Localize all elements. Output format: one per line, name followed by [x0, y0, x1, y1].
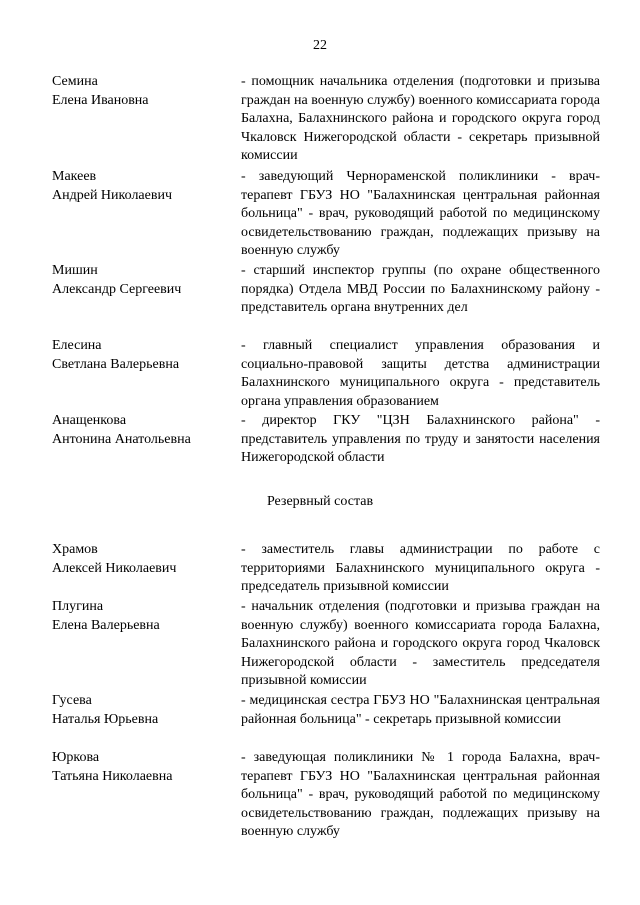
member-surname: Анащенкова	[52, 413, 127, 428]
member-surname: Макеев	[52, 169, 97, 184]
member-name	[52, 692, 237, 729]
member-role: - заведующий Чернораменской поликлиники - врач-терапевт ГБУЗ НО "Балахнинская центральная районная больница" - врач, руководящий работой по медицинскому освидетельствованию граждан, подлежащих призыву на военную службу	[241, 169, 600, 258]
member-name	[52, 337, 237, 374]
member-surname: Юркова	[52, 750, 100, 765]
member-given-names: Алексей Николаевич	[52, 560, 177, 576]
member-entry	[52, 168, 600, 261]
member-entry	[52, 412, 600, 468]
member-role: - старший инспектор группы (по охране общественного порядка) Отдела МВД России по Балахнинскому району - представитель органа внутренних дел	[241, 263, 600, 315]
member-surname: Семина	[52, 74, 98, 89]
reserve-member-entry	[52, 598, 600, 691]
reserve-member-entry	[52, 749, 600, 842]
member-given-names: Наталья Юрьевна	[52, 711, 159, 727]
reserve-member-entry	[52, 692, 600, 729]
member-entry	[52, 262, 600, 318]
reserve-section-heading: Резервный состав	[266, 494, 374, 509]
member-name	[52, 541, 237, 578]
member-surname: Гусева	[52, 693, 92, 708]
member-role: - заместитель главы администрации по работе с территориями Балахнинского муниципального округа - председатель призывной комиссии	[241, 542, 600, 594]
member-surname: Храмов	[52, 542, 98, 557]
member-role: - начальник отделения (подготовки и призыва граждан на военную службу) военного комиссариата города Балахна, Балахнинского района и городского округа город Чкаловск Нижегородской области - заместитель председателя призывной комиссии	[241, 599, 600, 688]
page-number: 22	[313, 38, 327, 53]
reserve-member-entry	[52, 541, 600, 597]
member-name	[52, 73, 237, 110]
member-entry	[52, 73, 600, 166]
member-name	[52, 168, 237, 205]
member-role: - помощник начальника отделения (подготовки и призыва граждан на военную службу) военного комиссариата города Балахна, Балахнинского района и городского округа город Чкаловск Нижегородской области - секретарь призывной комиссии	[241, 74, 600, 163]
member-surname: Елесина	[52, 338, 102, 353]
member-name	[52, 262, 237, 299]
member-name	[52, 598, 237, 635]
member-given-names: Андрей Николаевич	[52, 187, 172, 203]
member-role: - главный специалист управления образования и социально-правовой защиты детства администрации Балахнинского муниципального округа - представитель органа управления образованием	[241, 338, 600, 409]
member-given-names: Антонина Анатольевна	[52, 431, 191, 447]
member-role: - заведующая поликлиники № 1 города Балахна, врач-терапевт ГБУЗ НО "Балахнинская центральная районная больница" - врач, руководящий работой по медицинскому освидетельствованию граждан, подлежащих призыву на военную службу	[241, 750, 600, 839]
member-entry	[52, 337, 600, 411]
member-given-names: Елена Ивановна	[52, 92, 149, 108]
member-name	[52, 412, 237, 449]
member-given-names: Татьяна Николаевна	[52, 768, 173, 784]
member-role: - медицинская сестра ГБУЗ НО "Балахнинская центральная районная больница" - секретарь призывной комиссии	[241, 693, 600, 727]
member-given-names: Александр Сергеевич	[52, 281, 182, 297]
member-name	[52, 749, 237, 786]
member-given-names: Светлана Валерьевна	[52, 356, 180, 372]
member-given-names: Елена Валерьевна	[52, 617, 160, 633]
member-surname: Плугина	[52, 599, 104, 614]
member-role: - директор ГКУ "ЦЗН Балахнинского района" - представитель управления по труду и занятости населения Нижегородской области	[241, 413, 600, 465]
member-surname: Мишин	[52, 263, 98, 278]
